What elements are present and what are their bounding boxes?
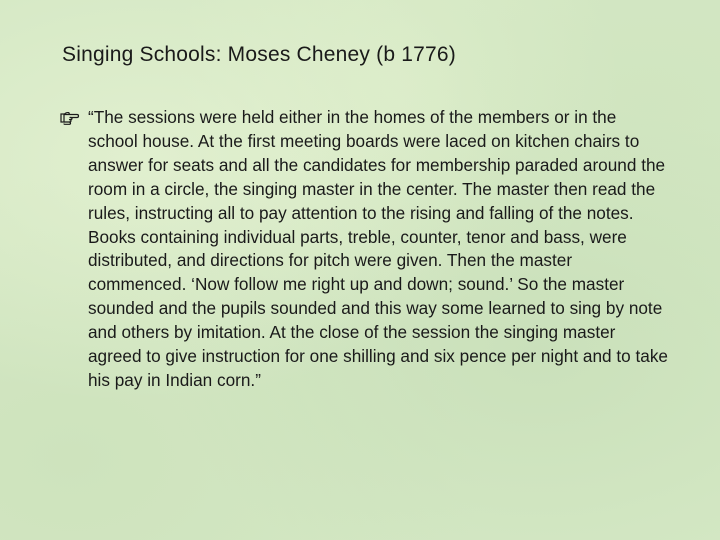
pointing-hand-icon <box>60 108 80 128</box>
slide-title: Singing Schools: Moses Cheney (b 1776) <box>62 43 456 66</box>
quote-text: “The sessions were held either in the homes of the members or in the school house. At the first meeting boards were laced on kitchen chairs to answer for seats and all the candidates for membership paraded around the room in a circle, the singing master in the center. The master then read the rules, instructing all to pay attention to the rising and falling of the notes. Books containing individual parts, treble, counter, tenor and bass, were distributed, and directions for pitch were given. Then the master commenced. ‘Now follow me right up and down; sound.’ So the master sounded and the pupils sounded and this way some learned to sing by note and others by imitation. At the close of the session the singing master agreed to give instruction for one shilling and six pence per night and to take his pay in Indian corn.” <box>88 107 668 390</box>
bullet-item <box>60 106 670 393</box>
